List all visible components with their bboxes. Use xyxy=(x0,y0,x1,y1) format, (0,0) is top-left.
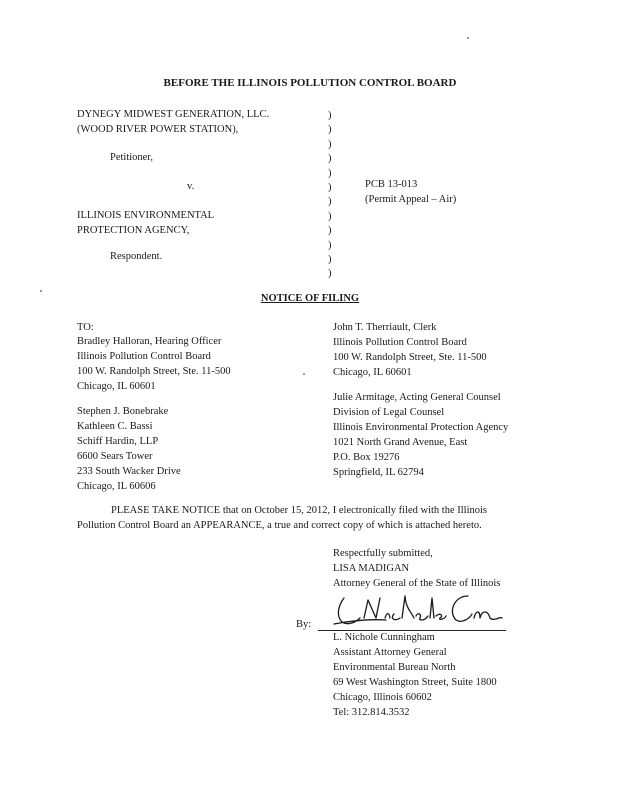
signature-stroke xyxy=(392,614,400,620)
parenthesis: ) xyxy=(328,167,332,179)
address-line: Julie Armitage, Acting General Counsel xyxy=(333,392,501,403)
parenthesis: ) xyxy=(328,210,332,222)
address-line: Chicago, IL 60601 xyxy=(77,381,156,392)
signer-line: L. Nichole Cunningham xyxy=(333,632,435,643)
parenthesis: ) xyxy=(328,124,332,136)
signature-stroke xyxy=(364,598,380,618)
address-line: 233 South Wacker Drive xyxy=(77,466,181,477)
recipient-petitioner-counsel xyxy=(77,404,181,494)
caption-line: PROTECTION AGENCY, xyxy=(77,225,190,236)
address-line: Stephen J. Bonebrake xyxy=(77,406,169,417)
address-line: Kathleen C. Bassi xyxy=(77,421,153,432)
signer-line: 69 West Washington Street, Suite 1800 xyxy=(333,677,497,688)
caption-line: DYNEGY MIDWEST GENERATION, LLC. xyxy=(77,109,270,120)
address-line: 100 W. Randolph Street, Ste. 11-500 xyxy=(77,366,231,377)
address-line: P.O. Box 19276 xyxy=(333,452,400,463)
recipient-hearing-officer xyxy=(77,334,231,394)
parenthesis: ) xyxy=(328,153,332,165)
address-line: Chicago, IL 60606 xyxy=(77,481,156,492)
address-line: Chicago, IL 60601 xyxy=(333,367,412,378)
parenthesis: ) xyxy=(328,110,332,121)
signature-stroke xyxy=(385,614,390,619)
parenthesis: ) xyxy=(328,268,332,280)
parenthesis: ) xyxy=(328,138,332,150)
closing-line: Respectfully submitted, xyxy=(333,548,433,559)
parenthesis: ) xyxy=(328,196,332,208)
address-line: 6600 Sears Tower xyxy=(77,451,153,462)
respondent-name xyxy=(77,208,214,238)
recipient-agency-counsel xyxy=(333,390,508,480)
board-heading: BEFORE THE ILLINOIS POLLUTION CONTROL BOARD xyxy=(163,77,457,89)
scan-speck xyxy=(467,37,469,39)
notice-title: NOTICE OF FILING xyxy=(260,293,360,304)
address-line: 1021 North Grand Avenue, East xyxy=(333,437,468,448)
signature-stroke xyxy=(416,614,428,620)
signer-line: Chicago, Illinois 60602 xyxy=(333,692,432,703)
signature-stroke xyxy=(402,596,414,618)
signer-block xyxy=(333,630,497,720)
versus-label: v. xyxy=(187,181,195,192)
recipient-clerk xyxy=(333,320,487,380)
parenthesis: ) xyxy=(328,239,332,251)
caption-parenthesis-column xyxy=(328,109,332,282)
closing-line: LISA MADIGAN xyxy=(333,563,410,574)
case-number: PCB 13-013 xyxy=(365,179,418,190)
caption-line: (WOOD RIVER POWER STATION), xyxy=(77,124,239,135)
handwritten-signature xyxy=(330,588,510,632)
address-line: Springfield, IL 62794 xyxy=(333,467,424,478)
parenthesis: ) xyxy=(328,225,332,237)
petitioner-name xyxy=(77,107,269,137)
signer-line: Assistant Attorney General xyxy=(333,647,447,658)
by-label: By: xyxy=(296,619,312,630)
signature-stroke xyxy=(338,598,360,624)
signature-stroke xyxy=(452,596,472,621)
signature-stroke xyxy=(430,598,434,618)
address-line: Illinois Pollution Control Board xyxy=(77,351,211,362)
address-line: Illinois Environmental Protection Agency xyxy=(333,422,509,433)
address-line: John T. Therriault, Clerk xyxy=(333,322,437,333)
to-label: TO: xyxy=(77,322,94,333)
signer-line: Tel: 312.814.3532 xyxy=(333,707,410,718)
address-line: Schiff Hardin, LLP xyxy=(77,436,159,447)
caption-line: ILLINOIS ENVIRONMENTAL xyxy=(77,210,215,221)
case-info xyxy=(365,177,456,207)
petitioner-role: Petitioner, xyxy=(110,152,154,163)
address-line: Bradley Halloran, Hearing Officer xyxy=(77,336,222,347)
signature-stroke xyxy=(474,612,502,619)
closing-block xyxy=(333,546,500,591)
notice-body-line-2: Pollution Control Board an APPEARANCE, a true and correct copy of which is attached hereto. xyxy=(77,520,482,531)
notice-body-line-1: PLEASE TAKE NOTICE that on October 15, 2012, I electronically filed with the Illinois xyxy=(111,505,488,516)
scan-speck xyxy=(303,373,305,375)
address-line: Division of Legal Counsel xyxy=(333,407,445,418)
signature-stroke xyxy=(436,614,446,619)
signer-line: Environmental Bureau North xyxy=(333,662,456,673)
parenthesis: ) xyxy=(328,253,332,265)
case-type: (Permit Appeal – Air) xyxy=(365,194,457,205)
respondent-role: Respondent. xyxy=(110,251,163,262)
closing-line: Attorney General of the State of Illinois xyxy=(333,578,501,589)
parenthesis: ) xyxy=(328,181,332,193)
address-line: Illinois Pollution Control Board xyxy=(333,337,467,348)
address-line: 100 W. Randolph Street, Ste. 11-500 xyxy=(333,352,487,363)
